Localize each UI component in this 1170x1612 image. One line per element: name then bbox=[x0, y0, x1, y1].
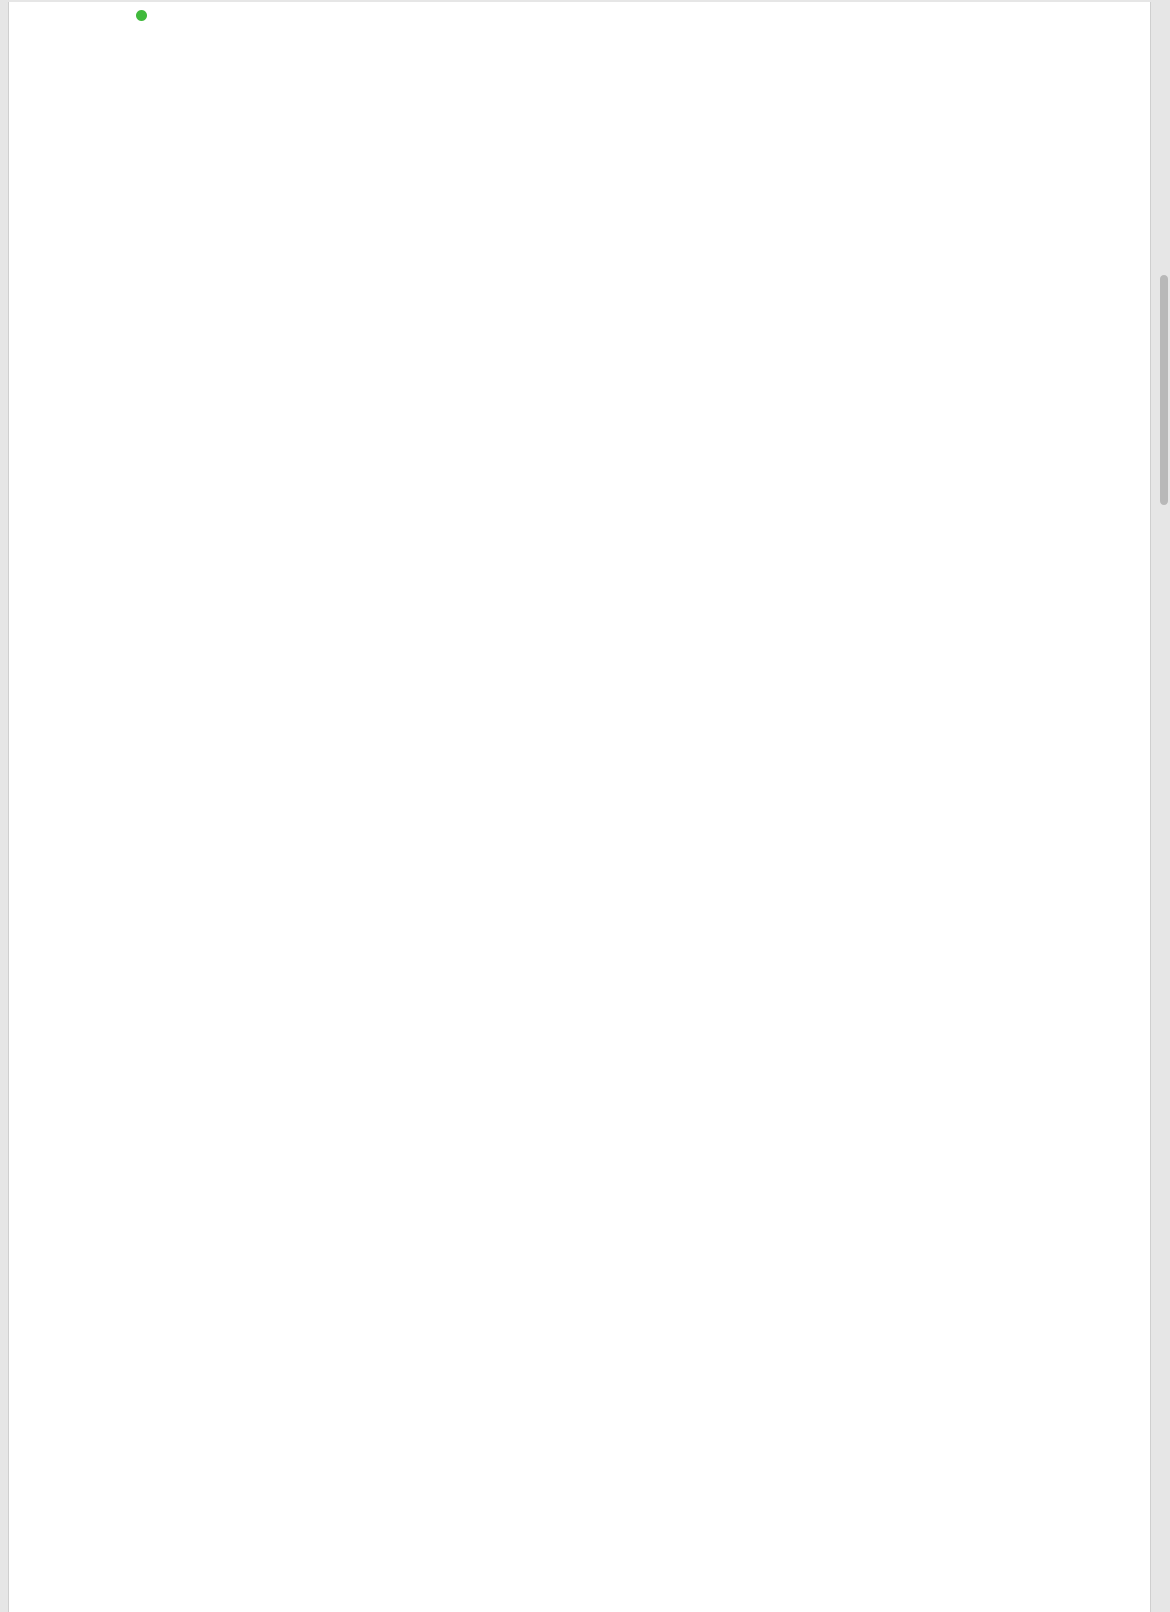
document-page bbox=[8, 2, 1151, 1612]
logo-i-cover bbox=[134, 24, 148, 36]
scrollbar[interactable] bbox=[1160, 275, 1168, 505]
logo-dot-icon bbox=[136, 10, 147, 21]
